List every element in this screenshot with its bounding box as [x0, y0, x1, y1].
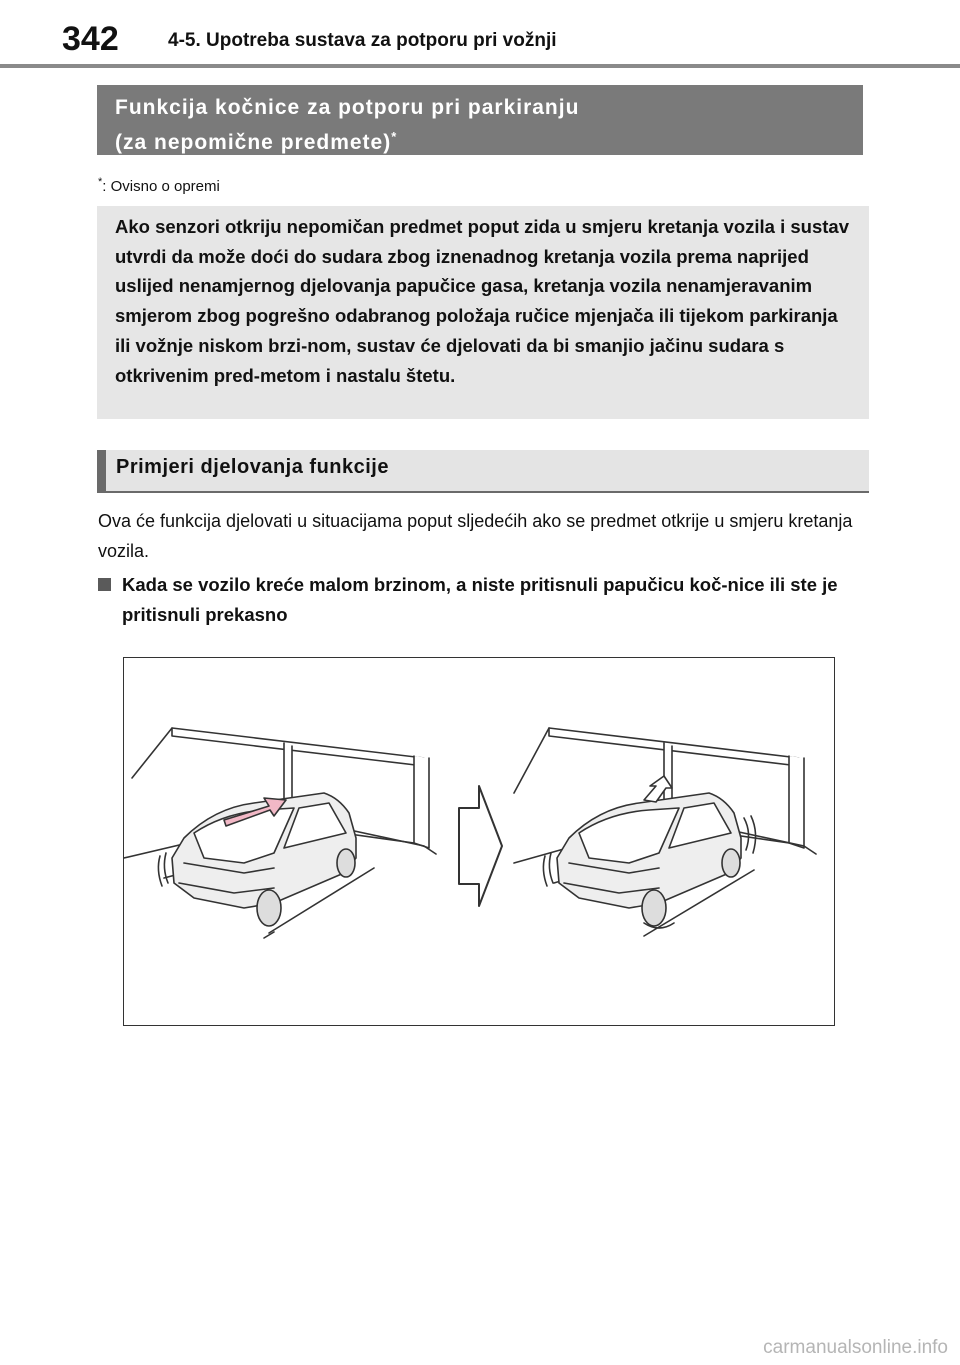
square-bullet-icon	[98, 578, 111, 591]
body-paragraph: Ova će funkcija djelovati u situacijama poput sljedećih ako se predmet otkrije u smjeru kretanja vozila.	[98, 511, 853, 561]
page-number: 342	[62, 20, 119, 58]
summary-box	[97, 206, 869, 419]
header-divider	[0, 64, 960, 68]
chapter-title: 4-5. Upotreba sustava za potporu pri vožnji	[168, 30, 557, 51]
parking-brake-illustration	[124, 658, 833, 1024]
section-title-marker: *	[391, 129, 398, 144]
section-title-line2: (za nepomične predmete)*	[115, 129, 398, 154]
subsection-title: Primjeri djelovanja funkcije	[116, 456, 389, 478]
footnote-marker: *	[98, 176, 103, 188]
bullet-text: Kada se vozilo kreće malom brzinom, a niste pritisnuli papučicu koč-nice ili ste je pritisnuli prekasno	[122, 574, 838, 625]
bullet-item	[98, 570, 868, 630]
section-title-box	[97, 85, 863, 155]
subsection-heading	[97, 450, 869, 493]
watermark: carmanualsonline.info	[763, 1337, 948, 1358]
summary-text: Ako senzori otkriju nepomičan predmet poput zida u smjeru kretanja vozila i sustav utvrdi da može doći do sudara zbog iznenadnog kretanja vozila prema naprijed uslijed nenamjernog djelovanja papučice gasa, kretanja vozila nenamjeravanim smjerom zbog pogrešno odabranog položaja ručice mjenjača ili tijekom parkiranja ili vožnje niskom brzi-nom, sustav će djelovati da bi smanjio jačinu sudara s otkrivenim pred-metom i nastalu štetu.	[115, 216, 850, 386]
footnote-text: : Ovisno o opremi	[102, 178, 220, 195]
car-braking-icon	[543, 793, 755, 928]
illustration-frame	[123, 657, 835, 1026]
arrow-right-icon	[459, 786, 502, 906]
footnote	[98, 176, 220, 195]
section-title-line1: Funkcija kočnice za potporu pri parkiranju	[115, 96, 580, 119]
